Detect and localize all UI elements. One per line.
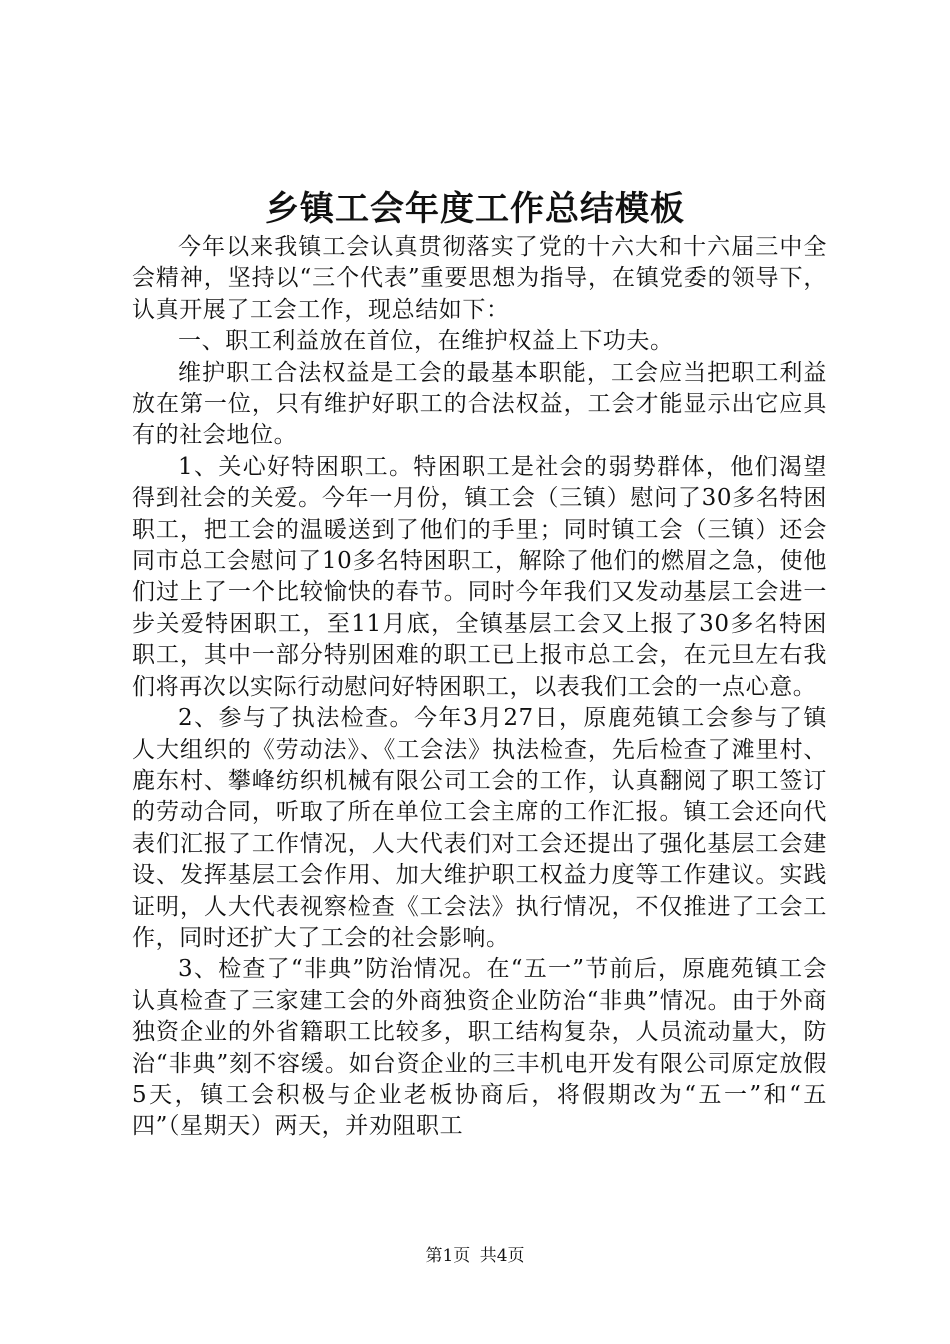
paragraph-intro: 今年以来我镇工会认真贯彻落实了党的十六大和十六届三中全会精神，坚持以“三个代表”重要思想为指导，在镇党委的领导下，认真开展了工会工作，现总结如下： xyxy=(132,234,827,323)
paragraph-item-3: 3、检查了“非典”防治情况。在“五一”节前后，原鹿苑镇工会认真检查了三家建工会的外商独资企业防治“非典”情况。由于外商独资企业的外省籍职工比较多，职工结构复杂，人员流动量大，防治“非典”刻不容缓。如台资企业的三丰机电开发有限公司原定放假5天，镇工会积极与企业老板协商后，将假期改为“五一”和“五四”（星期天）两天，并劝阻职工 xyxy=(132,956,827,1140)
document-title: 乡镇工会年度工作总结模板 xyxy=(265,189,685,229)
paragraph-principle: 维护职工合法权益是工会的最基本职能，工会应当把职工利益放在第一位，只有维护好职工的合法权益，工会才能显示出它应具有的社会地位。 xyxy=(132,359,827,449)
page-number-total: 共4页 xyxy=(479,1246,525,1266)
document-body xyxy=(132,232,827,1143)
paragraph-heading-1: 一、职工利益放在首位，在维护权益上下功夫。 xyxy=(178,328,674,355)
page-number-current: 第1页 xyxy=(425,1246,471,1266)
paragraph-item-2: 2、参与了执法检查。今年3月27日，原鹿苑镇工会参与了镇人大组织的《劳动法》、《工会法》执法检查，先后检查了滩里村、鹿东村、攀峰纺织机械有限公司工会的工作，认真翻阅了职工签订的劳动合同，听取了所在单位工会主席的工作汇报。镇工会还向代表们汇报了工作情况，人大代表们对工会还提出了强化基层工会建设、发挥基层工会作用、加大维护职工权益力度等工作建议。实践证明，人大代表视察检查《工会法》执行情况，不仅推进了工会工作，同时还扩大了工会的社会影响。 xyxy=(132,705,827,951)
page-footer xyxy=(0,1244,950,1268)
paragraph-item-1: 1、关心好特困职工。特困职工是社会的弱势群体，他们渴望得到社会的关爱。今年一月份，镇工会（三镇）慰问了30多名特困职工，把工会的温暖送到了他们的手里；同时镇工会（三镇）还会同市总工会慰问了10多名特困职工，解除了他们的燃眉之急，使他们过上了一个比较愉快的春节。同时今年我们又发动基层工会进一步关爱特困职工，至11月底，全镇基层工会又上报了30多名特困职工，其中一部分特别困难的职工已上报市总工会，在元旦左右我们将再次以实际行动慰问好特困职工，以表我们工会的一点心意。 xyxy=(132,453,827,700)
